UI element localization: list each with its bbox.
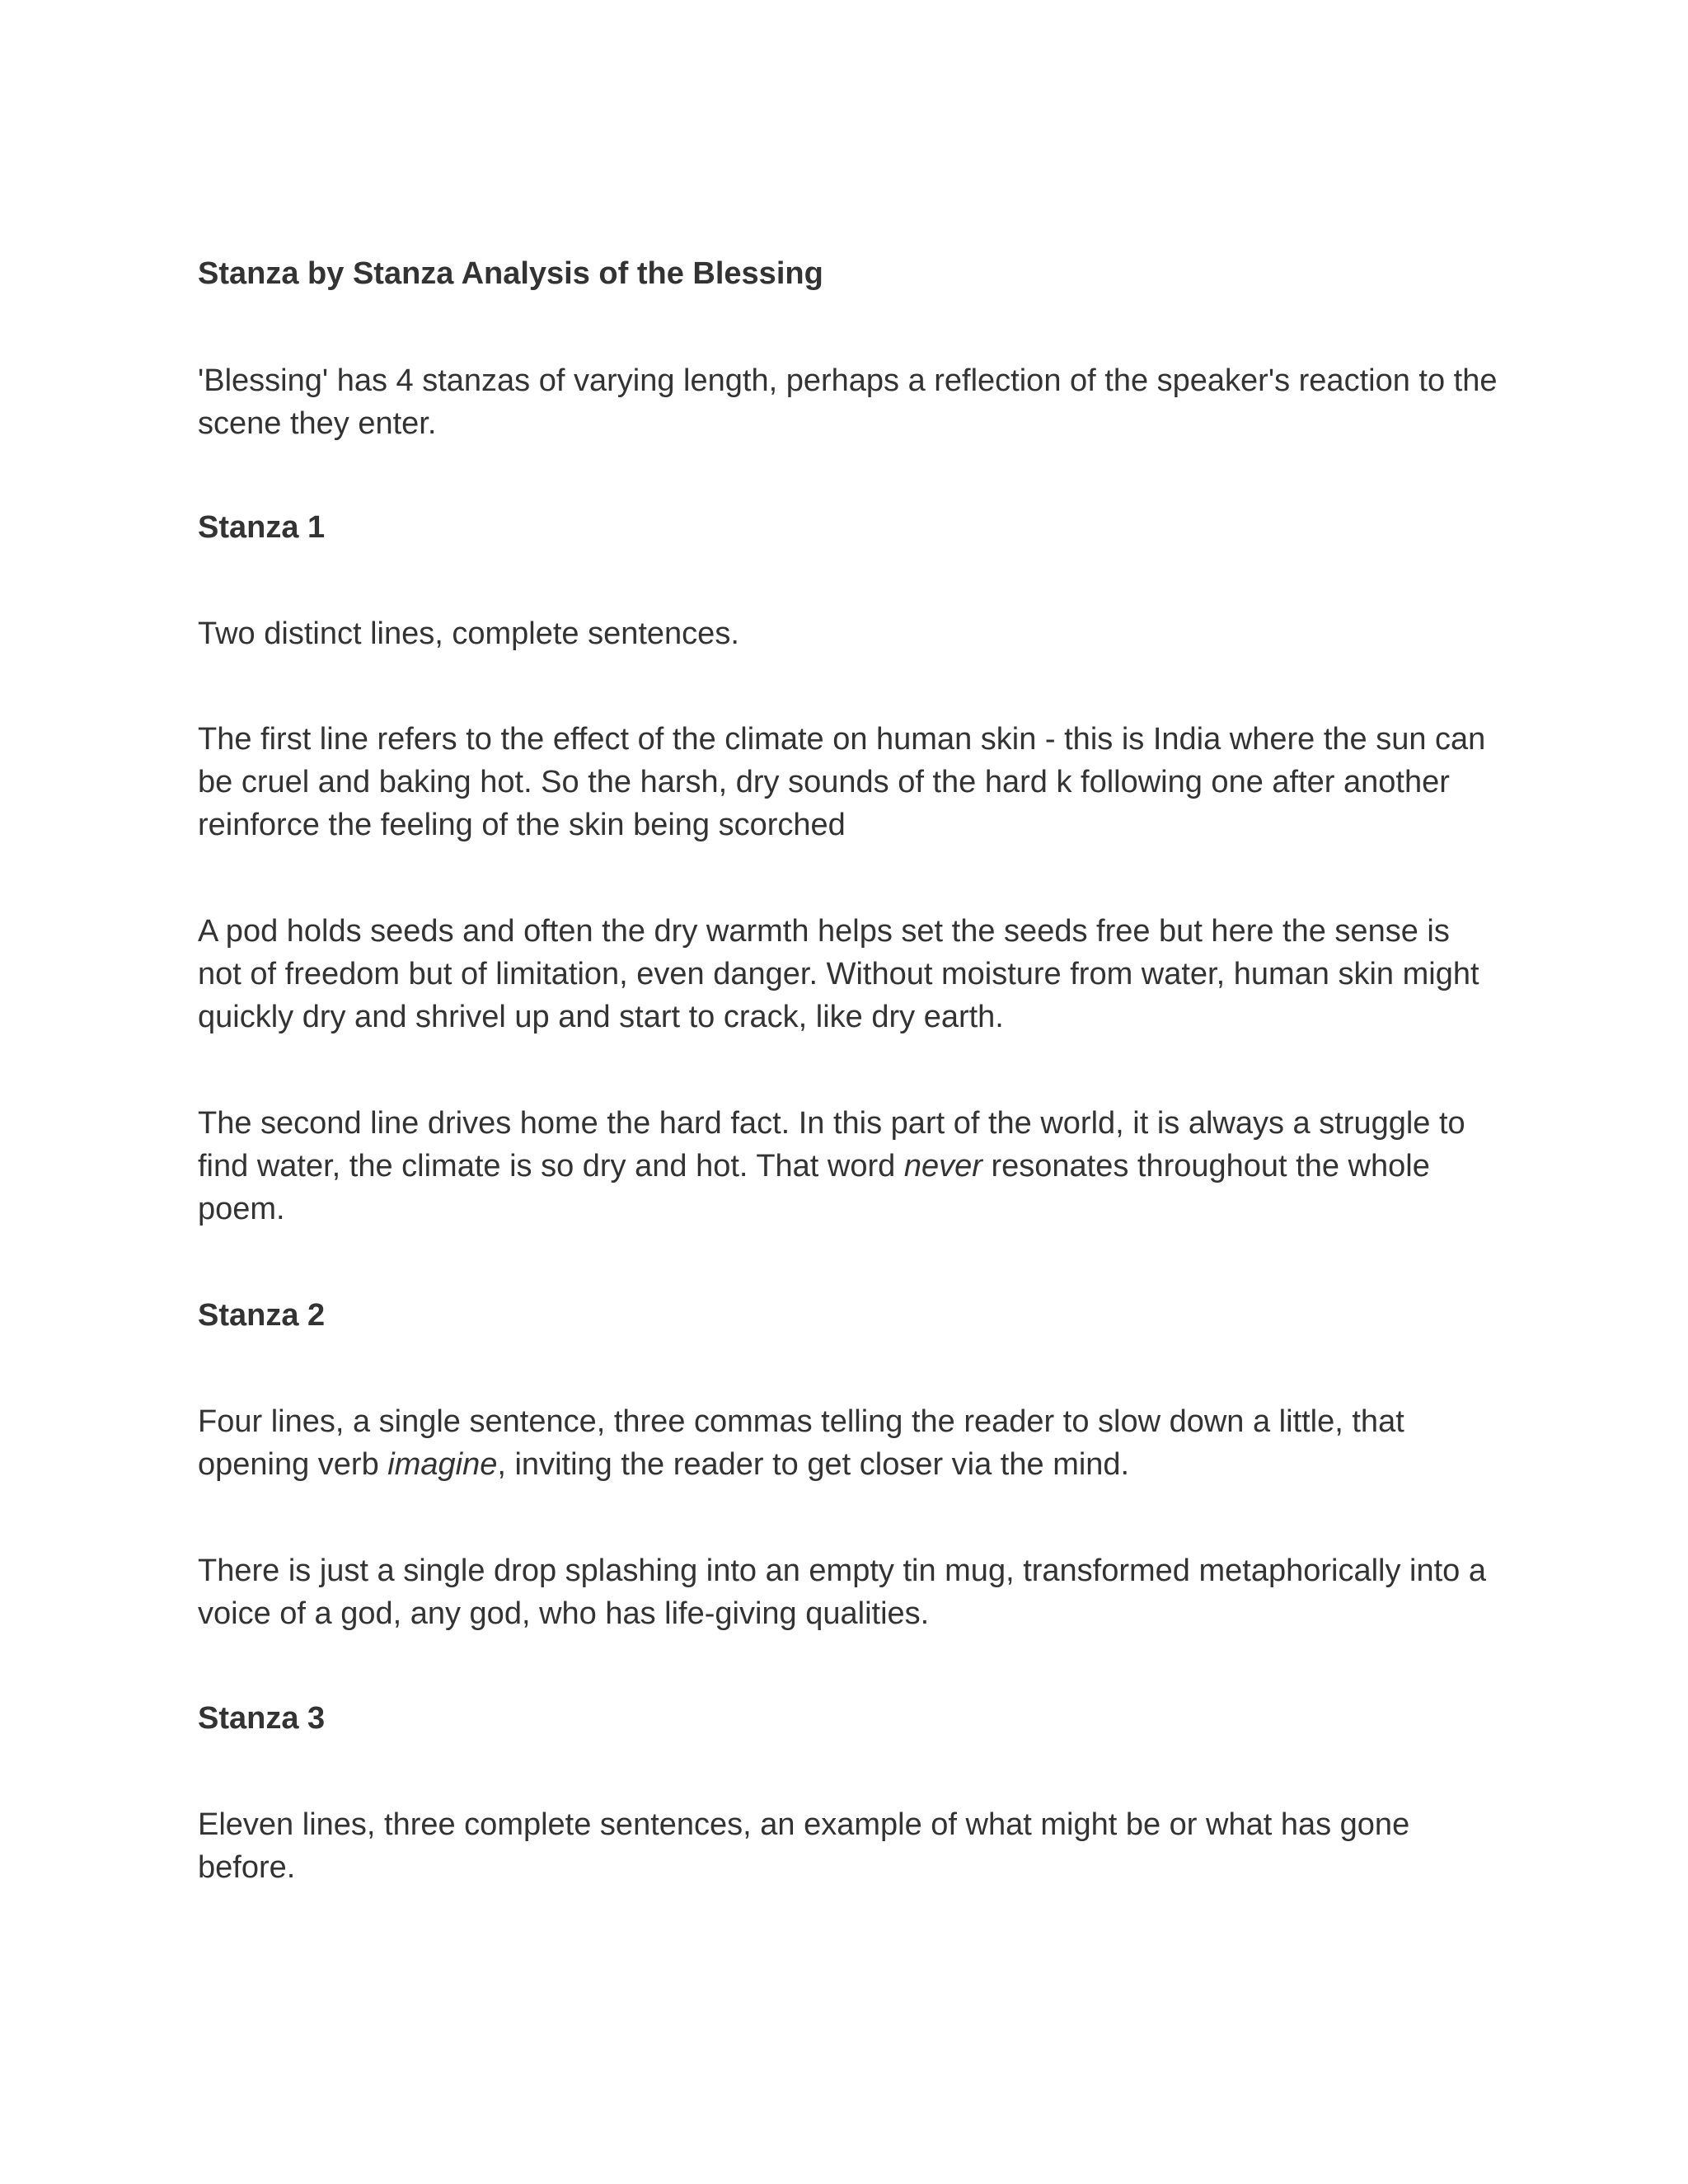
stanza-1-paragraph-2: The first line refers to the effect of the climate on human skin - this is India where the sun can be cruel and baking hot. So the harsh, dry sounds of the hard k following one after another reinforce the feeling of the skin being scorched xyxy=(198,722,1486,842)
stanza-2-heading: Stanza 2 xyxy=(198,1298,326,1333)
document-title: Stanza by Stanza Analysis of the Blessing xyxy=(198,256,823,291)
text-run: Four lines, a single sentence, three commas telling the reader to slow down a little, that opening verb xyxy=(198,1404,1404,1482)
stanza-1-paragraph-1: Two distinct lines, complete sentences. xyxy=(198,616,739,651)
stanza-2-paragraph-1 xyxy=(198,1400,1500,1486)
stanza-3-heading: Stanza 3 xyxy=(198,1701,326,1736)
emphasis-imagine: imagine xyxy=(387,1447,498,1482)
text-run: resonates throughout the whole poem. xyxy=(198,1149,1430,1226)
text-run: The second line drives home the hard fact. In this part of the world, it is always a struggle to find water, the climate is so dry and hot. That word xyxy=(198,1106,1465,1183)
stanza-2-paragraph-2: There is just a single drop splashing into an empty tin mug, transformed metaphorically into a voice of a god, any god, who has life-giving qualities. xyxy=(198,1554,1487,1631)
stanza-1-heading: Stanza 1 xyxy=(198,510,326,545)
text-run: , inviting the reader to get closer via the mind. xyxy=(497,1447,1130,1482)
stanza-1-paragraph-3: A pod holds seeds and often the dry warmth helps set the seeds free but here the sense is not of freedom but of limitation, even danger. Without moisture from water, human skin might quickly dry and shrivel up and start to crack, like dry earth. xyxy=(198,914,1479,1034)
stanza-3-paragraph-1: Eleven lines, three complete sentences, an example of what might be or what has gone before. xyxy=(198,1807,1410,1885)
emphasis-never: never xyxy=(903,1149,982,1183)
intro-paragraph: 'Blessing' has 4 stanzas of varying length, perhaps a reflection of the speaker's reaction to the scene they enter. xyxy=(198,363,1498,441)
stanza-1-paragraph-4 xyxy=(198,1102,1500,1230)
